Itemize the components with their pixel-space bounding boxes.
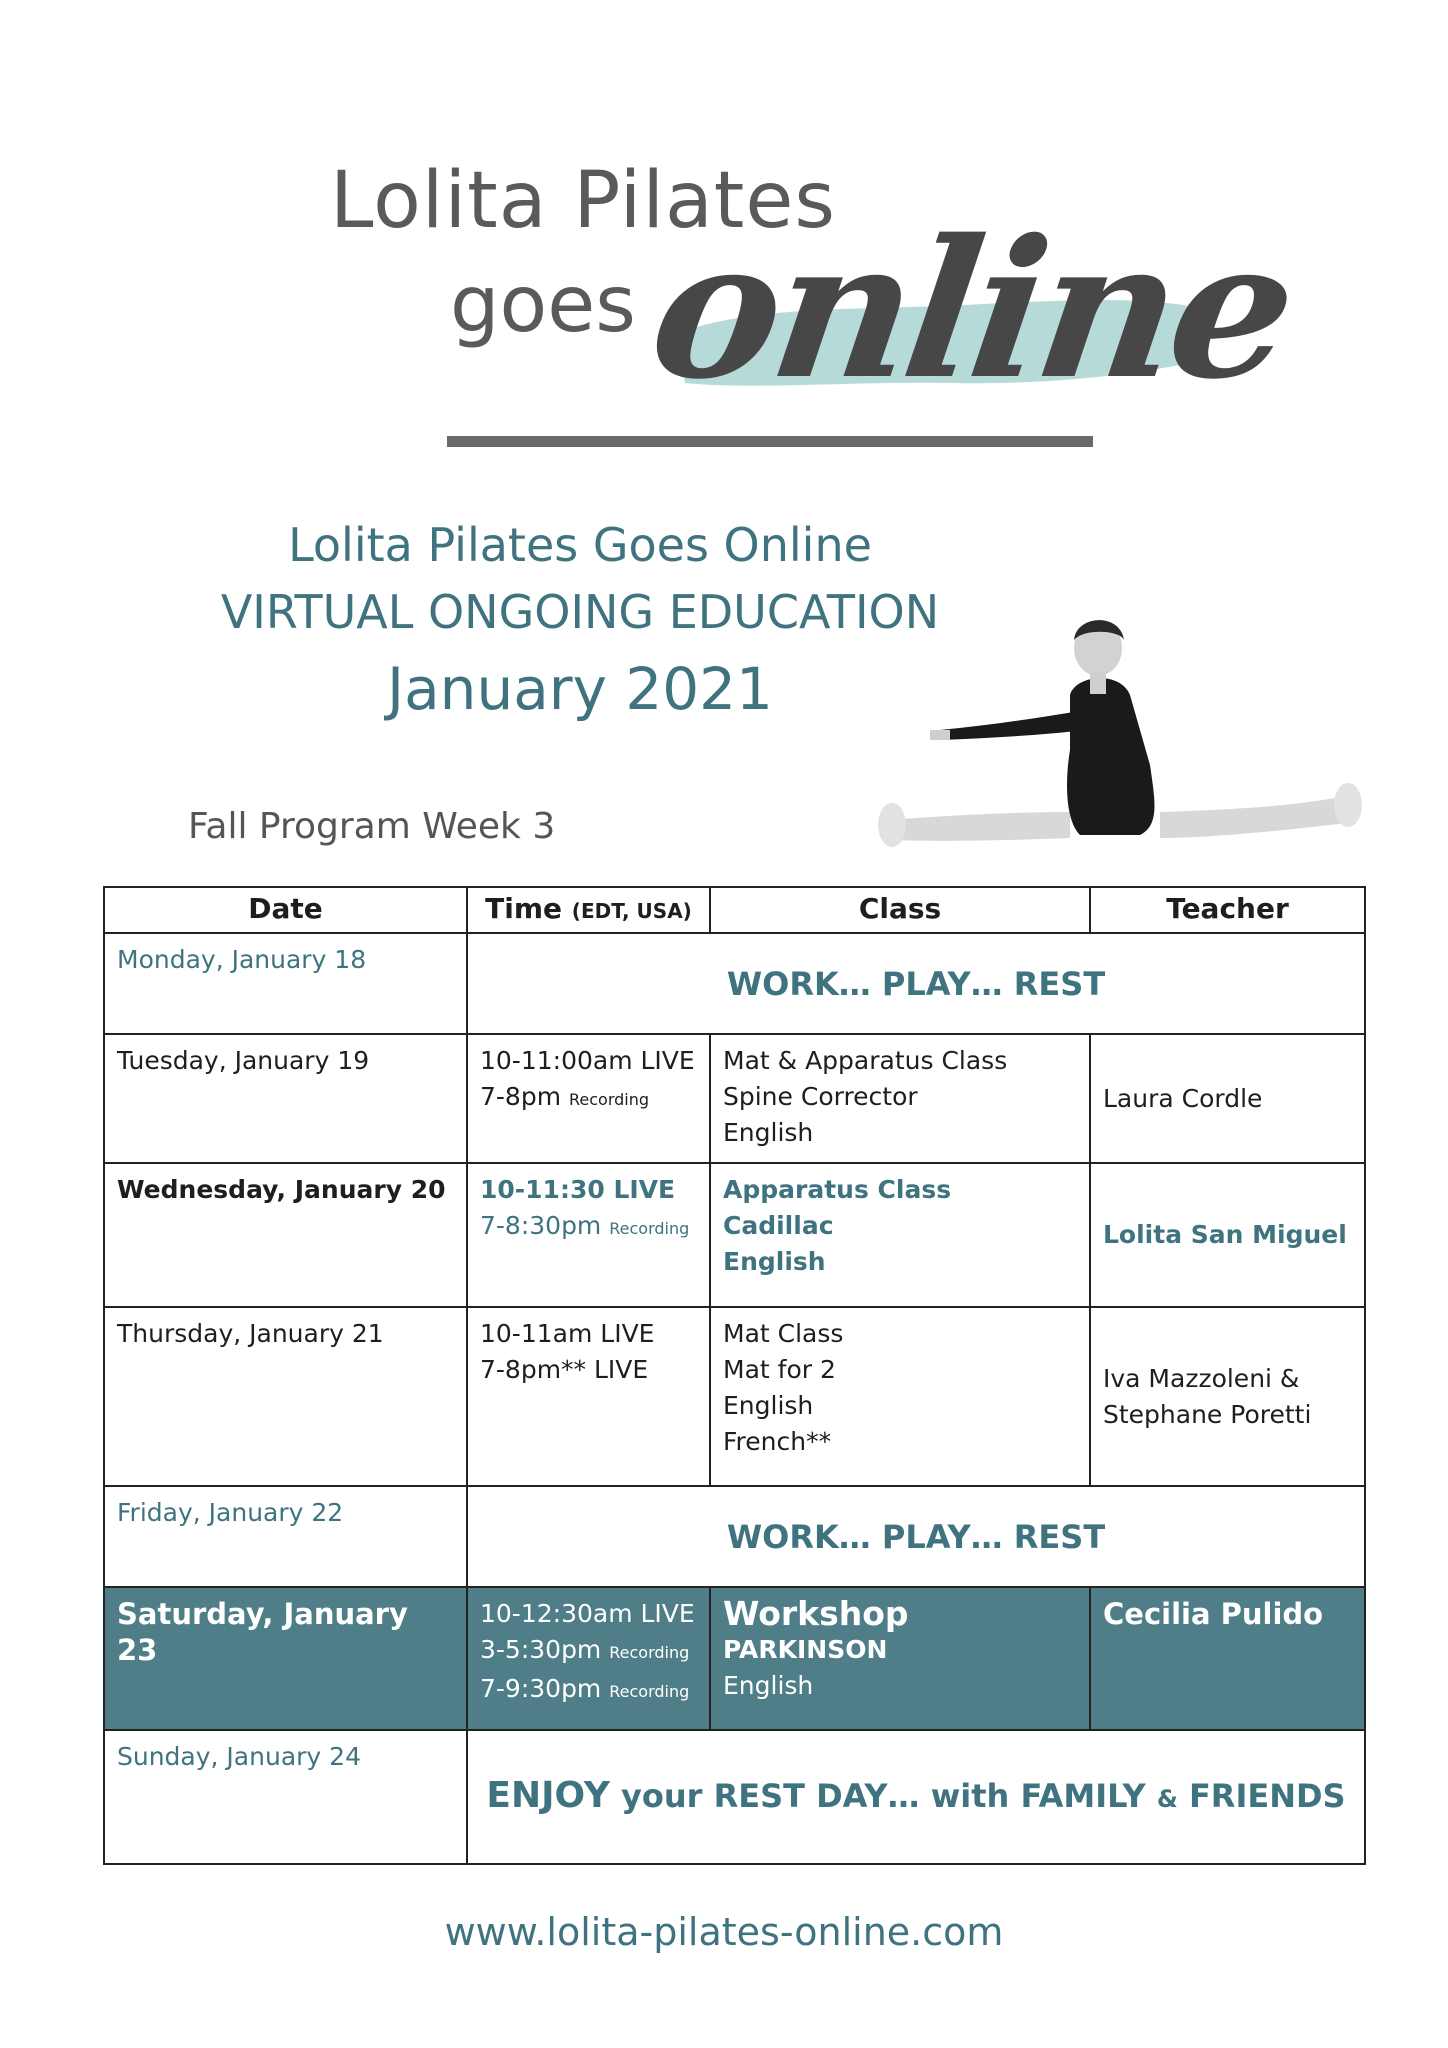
schedule-table (103, 886, 1366, 1865)
time-line (480, 1079, 697, 1118)
class-line: PARKINSON (723, 1635, 888, 1664)
rest-message: WORK… PLAY… REST (467, 1486, 1365, 1587)
class-line: English (723, 1671, 814, 1700)
recording-note: Recording (609, 1682, 690, 1701)
teacher-line: Iva Mazzoleni & (1103, 1363, 1300, 1393)
class-line: Spine Corrector (723, 1082, 918, 1111)
table-row (104, 1486, 1365, 1587)
row-date: Friday, January 22 (104, 1486, 467, 1587)
header-time (467, 887, 710, 933)
row-date: Saturday, January 23 (104, 1587, 467, 1730)
logo-text-line2: goes (450, 260, 636, 350)
heading-line2: VIRTUAL ONGOING EDUCATION (220, 585, 940, 639)
time-line: 10-12:30am LIVE (480, 1599, 695, 1628)
class-line: English (723, 1118, 814, 1147)
time-value: 7-8pm (480, 1082, 562, 1111)
time-line (480, 1208, 697, 1247)
class-line: Apparatus Class (723, 1175, 952, 1204)
row-date: Sunday, January 24 (104, 1730, 467, 1864)
time-value: 3-5:30pm (480, 1635, 602, 1664)
table-row (104, 1307, 1365, 1486)
table-header-row (104, 887, 1365, 933)
row-class (710, 1163, 1090, 1307)
time-line: 7-8pm** LIVE (480, 1355, 649, 1384)
row-time (467, 1163, 710, 1307)
logo-text-line1: Lolita Pilates (330, 156, 836, 246)
header-date: Date (104, 887, 467, 933)
time-line: 10-11am LIVE (480, 1319, 655, 1348)
class-line: Mat Class (723, 1319, 844, 1348)
class-line: Mat for 2 (723, 1355, 836, 1384)
row-class (710, 1034, 1090, 1163)
class-line: Workshop (723, 1594, 909, 1633)
table-row-highlighted (104, 1587, 1365, 1730)
time-line (480, 1632, 697, 1671)
teacher-line: Stephane Poretti (1103, 1399, 1312, 1429)
class-line: Cadillac (723, 1211, 834, 1240)
row-date: Tuesday, January 19 (104, 1034, 467, 1163)
header-class: Class (710, 887, 1090, 933)
rest-day-message (467, 1730, 1365, 1864)
class-line: English (723, 1247, 826, 1276)
heading-line1: Lolita Pilates Goes Online (288, 518, 872, 572)
time-line: 10-11:30 LIVE (480, 1175, 676, 1204)
row-time (467, 1307, 710, 1486)
table-row (104, 1163, 1365, 1307)
website-link[interactable]: www.lolita-pilates-online.com (444, 1910, 1004, 1954)
row-teacher: Laura Cordle (1090, 1034, 1365, 1163)
class-line: French** (723, 1427, 832, 1456)
recording-note: Recording (609, 1219, 690, 1238)
row-teacher: Cecilia Pulido (1090, 1587, 1365, 1730)
rest-day-ampersand: & (1156, 1784, 1178, 1813)
recording-note: Recording (569, 1090, 650, 1109)
pilates-figure-image (870, 590, 1370, 880)
table-row (104, 1034, 1365, 1163)
class-line: English (723, 1391, 814, 1420)
row-time (467, 1587, 710, 1730)
row-date: Wednesday, January 20 (104, 1163, 467, 1307)
row-class (710, 1587, 1090, 1730)
header-time-label: Time (485, 892, 563, 925)
rest-day-enjoy: ENJOY (486, 1774, 610, 1816)
row-teacher (1090, 1307, 1365, 1486)
logo-underline (447, 436, 1093, 447)
row-teacher: Lolita San Miguel (1090, 1163, 1365, 1307)
rest-day-friends: FRIENDS (1188, 1776, 1346, 1815)
time-line (480, 1671, 697, 1710)
row-time (467, 1034, 710, 1163)
time-value: 7-9:30pm (480, 1674, 602, 1703)
header-time-note: (EDT, USA) (571, 899, 692, 923)
logo (300, 120, 1303, 460)
class-line: Mat & Apparatus Class (723, 1046, 1008, 1075)
rest-day-text: your REST DAY… with FAMILY (621, 1776, 1146, 1815)
program-subtitle: Fall Program Week 3 (188, 806, 556, 847)
row-date: Monday, January 18 (104, 933, 467, 1034)
table-row (104, 1730, 1365, 1864)
table-row (104, 933, 1365, 1034)
recording-note: Recording (609, 1643, 690, 1662)
row-class (710, 1307, 1090, 1486)
header-teacher: Teacher (1090, 887, 1365, 933)
rest-message: WORK… PLAY… REST (467, 933, 1365, 1034)
heading-month: January 2021 (387, 655, 773, 723)
logo-script-word: online (639, 198, 1303, 421)
time-value: 7-8:30pm (480, 1211, 602, 1240)
row-date: Thursday, January 21 (104, 1307, 467, 1486)
time-line: 10-11:00am LIVE (480, 1046, 695, 1075)
